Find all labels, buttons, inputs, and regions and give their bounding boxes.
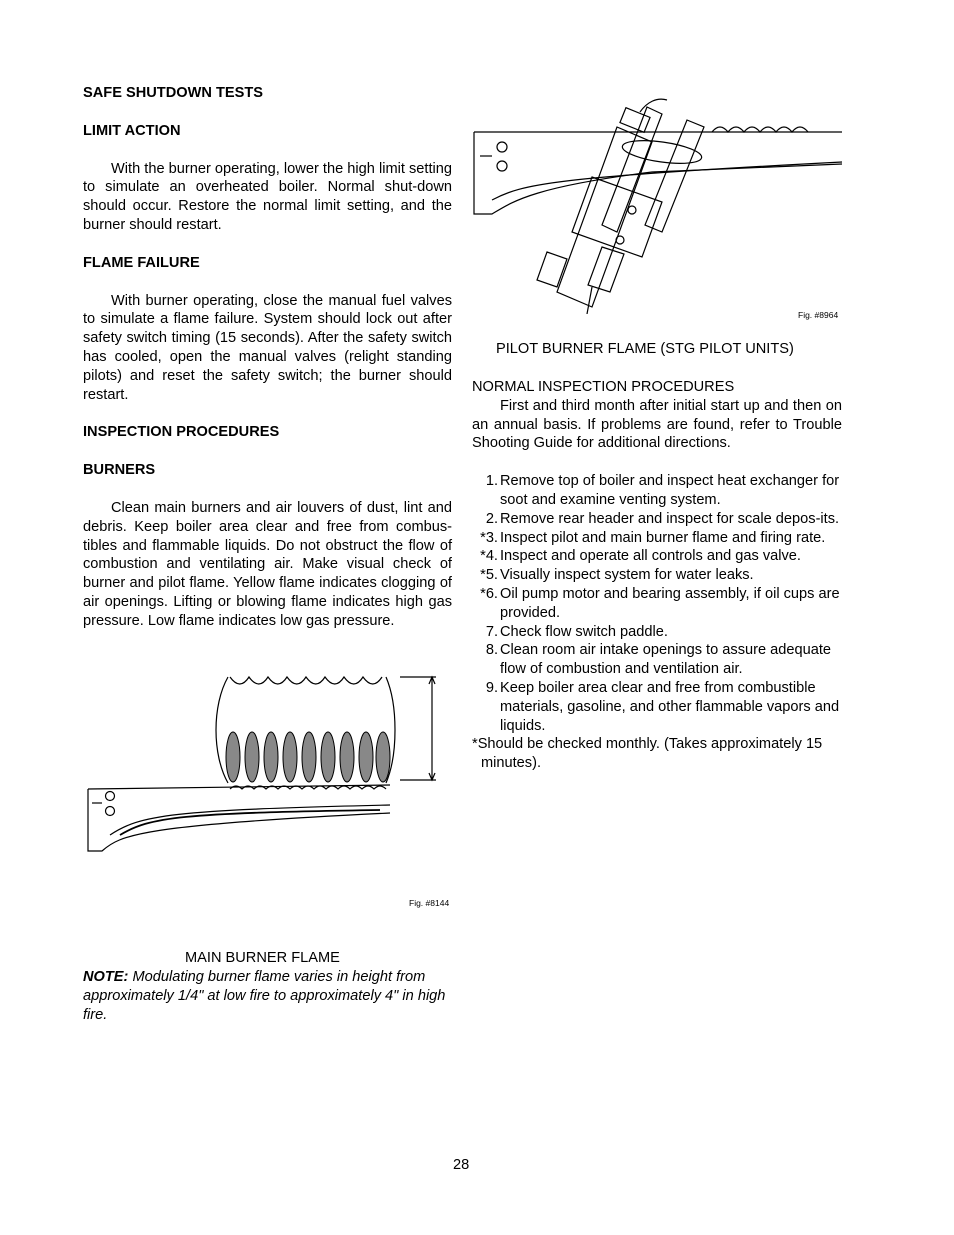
- pilot-burner-figure: [472, 92, 844, 314]
- page-number: 28: [453, 1157, 470, 1173]
- figure-label-8144: Fig. #8144: [409, 898, 450, 908]
- heading-flame-failure: FLAME FAILURE: [83, 254, 200, 271]
- list-item: 2. Remove rear header and inspect for scale depos-its.: [485, 510, 840, 527]
- list-item: 9. Keep boiler area clear and free from combustible materials, gasoline, and other flammable vapors and liquids.: [485, 679, 840, 734]
- list-item: *5. Visually inspect system for water leaks.: [480, 567, 754, 584]
- heading-normal-inspection: NORMAL INSPECTION PROCEDURES: [472, 379, 735, 395]
- heading-safe-shutdown: SAFE SHUTDOWN TESTS: [83, 85, 263, 101]
- list-item: *6. Oil pump motor and bearing assembly, if oil cups are provided.: [480, 585, 840, 621]
- heading-burners: BURNERS: [83, 462, 156, 479]
- footnote-monthly: *Should be checked monthly. (Takes approximately 15 minutes).: [472, 736, 823, 772]
- list-item: *4. Inspect and operate all controls and gas valve.: [480, 548, 801, 565]
- caption-pilot-burner-flame: PILOT BURNER FLAME (STG PILOT UNITS): [496, 341, 794, 357]
- left-column: [83, 84, 452, 631]
- figure-label-8964: Fig. #8964: [798, 310, 839, 320]
- note-label: NOTE:: [83, 969, 129, 985]
- caption-main-burner-flame: MAIN BURNER FLAME: [185, 950, 340, 966]
- inspection-steps-list: [472, 472, 842, 735]
- heading-inspection-procedures: INSPECTION PROCEDURES: [83, 424, 280, 441]
- para-flame-failure: With burner operating, close the manual fuel valves to simulate a flame failure. System should lock out after safety switch timing (15 seconds). After the safety switch has cooled, open the manual valves (relight standing pilots) and reset the safety switch; the burner should restart.: [83, 292, 452, 403]
- note-text: Modulating burner flame varies in height from approximately 1/4" at low fire to approximately 4" in high fire.: [83, 969, 446, 1023]
- list-item: *3. Inspect pilot and main burner flame and firing rate.: [480, 529, 826, 546]
- right-column: [472, 378, 842, 773]
- para-normal-inspection: First and third month after initial start up and then on an annual basis. If problems are found, refer to Trouble Shooting Guide for additional directions.: [472, 397, 842, 452]
- para-limit-action: With the burner operating, lower the high limit setting to simulate an overheated boiler. Normal shut-down should occur. Restore the normal limit setting, and the burner should restart.: [83, 160, 452, 233]
- list-item: 1. Remove top of boiler and inspect heat exchanger for soot and examine venting system.: [485, 473, 840, 508]
- para-burners: Clean main burners and air louvers of dust, lint and debris. Keep boiler area clear and free from combus-tibles and flammable liquids. Do not obstruct the flow of combustion and ventilating air. Make visual check of burner and pilot flame. Yellow flame indicates clogging of air openings. Lifting or blowing flame indicates high gas pressure. Low flame indicates low gas pressure.: [83, 499, 452, 629]
- list-item: 7. Check flow switch paddle.: [485, 623, 668, 640]
- main-burner-flame-figure: [80, 665, 452, 860]
- list-item: 8. Clean room air intake openings to assure adequate flow of combustion and ventilation air.: [485, 642, 832, 678]
- note-modulating-flame: [83, 968, 452, 1024]
- heading-limit-action: LIMIT ACTION: [83, 122, 181, 139]
